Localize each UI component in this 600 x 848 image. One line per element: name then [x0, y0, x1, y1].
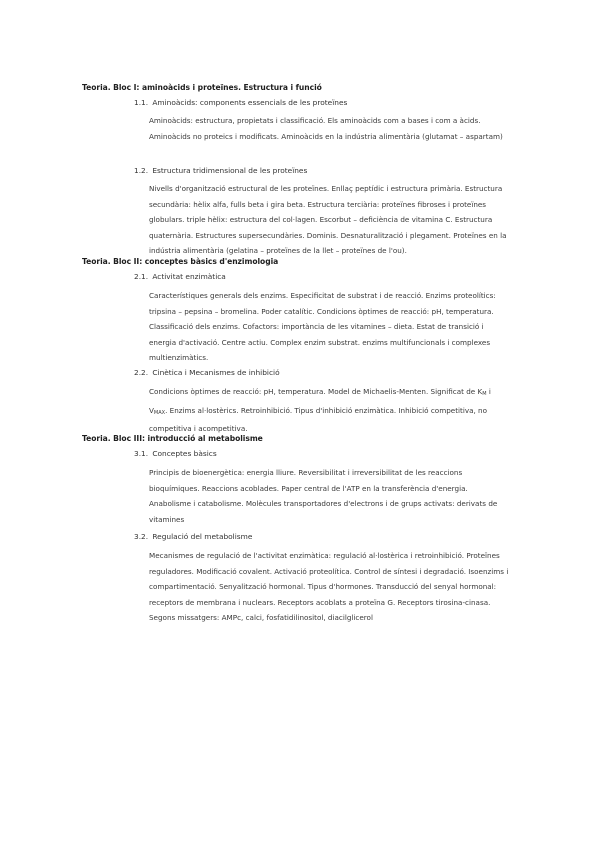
section-number: 3.1. [134, 449, 149, 458]
paragraph-text: Condicions òptimes de reacció: pH, temperatura. Model de Michaelis-Menten. Significat de K [149, 387, 483, 396]
section-number: 1.2. [134, 166, 149, 175]
section-number: 3.2. [134, 532, 149, 541]
section-3-2-paragraph: Mecanismes de regulació de l'activitat enzimàtica: regulació al·lostèrica i retroinhibició. Proteïnes reguladores. Modificació covalent. Activació proteolítica. Control de síntesi i degradació. Isoenzims i compartimentació. Senyalització hormonal. Tipus d'hormones. Transducció del senyal hormonal: receptors de membrana i nuclears. Receptors acoblats a proteïna G. Receptors tirosina-cinasa. Segons missatgers: AMPc, calci, fosfatidilinositol, diacilglicerol [149, 551, 509, 622]
section-3-1-title [134, 449, 217, 458]
section-number: 2.1. [134, 272, 149, 281]
section-label: Cinètica i Mecanismes de inhibició [152, 368, 280, 377]
section-1-2-paragraph: Nivells d'organització estructural de les proteïnes. Enllaç peptídic i estructura primària. Estructura secundària: hèlix alfa, fulls beta i gira beta. Estructura terciària: proteïnes fibroses i proteïnes globulars. triple hèlix: estructura del col·lagen. Escorbut – deficiència de vitamina C. Estructura quaternària. Estructures supersecundàries. Dominis. Desnaturalització i plegament. Proteïnes en la indústria alimentària (gelatina – proteïnes de la llet – proteïnes de l'ou). [149, 184, 507, 255]
block-1-title: Teoria. Bloc I: aminoàcids i proteïnes. Estructura i funció [82, 83, 322, 92]
section-label: Aminoàcids: components essencials de les proteïnes [152, 98, 348, 107]
section-3-2-title [134, 532, 252, 541]
block-2-title: Teoria. Bloc II: conceptes bàsics d'enzimologia [82, 257, 279, 266]
section-2-1-paragraph: Característiques generals dels enzims. Especificitat de substrat i de reacció. Enzims proteolítics: tripsina – pepsina – bromelina. Poder catalític. Condicions òptimes de reacció: pH, temperatura. Classificació dels enzims. Cofactors: importància de les vitamines – dieta. Estat de transició i energia d'activació. Centre actiu. Complex enzim substrat. enzims multifuncionals i complexes multienzimàtics. [149, 291, 496, 362]
paragraph-text: . Enzims al·lostèrics. Retroinhibició. Tipus d'inhibició enzimàtica. Inhibició competitiva, no competitiva i acompetitiva. [149, 405, 488, 433]
section-number: 2.2. [134, 368, 149, 377]
section-3-1-paragraph: Principis de bioenergètica: energia lliure. Reversibilitat i irreversibilitat de les reaccions bioquímiques. Reaccions acoblades. Paper central de l'ATP en la transferència d'energia. Anabolisme i catabolisme. Molècules transportadores d'electrons i de grups activats: derivats de vitamines [149, 468, 498, 524]
block-3-title: Teoria. Bloc III: introducció al metabolisme [82, 434, 263, 443]
vmax-subscript: MAX [153, 409, 166, 416]
section-1-2-title [134, 166, 307, 175]
section-label: Conceptes bàsics [152, 449, 217, 458]
section-label: Estructura tridimensional de les proteïnes [152, 166, 308, 175]
section-label: Regulació del metabolisme [152, 532, 253, 541]
section-label: Activitat enzimàtica [152, 272, 226, 281]
km-subscript: M [482, 391, 487, 397]
section-1-1-paragraph: Aminoàcids: estructura, propietats i classificació. Els aminoàcids com a bases i com a àcids. Aminoàcids no proteics i modificats. Aminoàcids en la indústria alimentària (glutamat – aspartam) [149, 116, 503, 141]
section-number: 1.1. [134, 98, 149, 107]
section-1-1-title [134, 98, 347, 107]
section-2-2-paragraph [149, 384, 509, 437]
paragraph-text: i V [149, 387, 491, 415]
section-2-2-title [134, 368, 280, 377]
section-2-1-title [134, 272, 226, 281]
